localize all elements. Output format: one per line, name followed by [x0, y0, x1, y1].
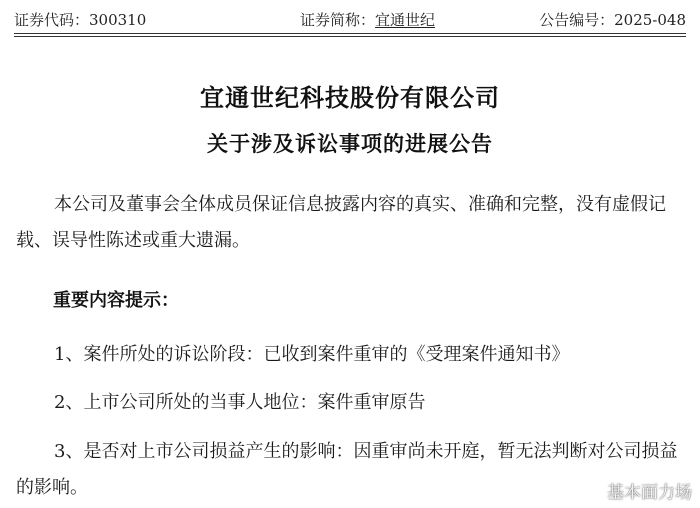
company-title: 宜通世纪科技股份有限公司 — [200, 83, 500, 112]
security-code: 证券代码：300310 — [14, 11, 147, 29]
section-heading: 重要内容提示： — [53, 290, 179, 311]
list-item: 1、案件所处的诉讼阶段：已收到案件重审的《受理案件通知书》 — [54, 344, 570, 365]
header-divider-secondary — [14, 36, 686, 37]
security-abbreviation-label: 证券简称： — [300, 11, 376, 29]
security-abbreviation — [300, 9, 435, 31]
announcement-title: 关于涉及诉讼事项的进展公告 — [207, 131, 493, 156]
security-abbreviation-name: 宜通世纪 — [375, 11, 436, 29]
watermark — [583, 478, 692, 502]
list-item: 2、上市公司所处的当事人地位：案件重审原告 — [54, 392, 426, 413]
list-item: 3、是否对上市公司损益产生的影响：因重审尚未开庭，暂无法判断对公司损益的影响。 — [16, 441, 678, 498]
weibo-icon — [583, 480, 603, 500]
intro-paragraph: 本公司及董事会全体成员保证信息披露内容的真实、准确和完整，没有虚假记载、误导性陈述或重大遗漏。 — [16, 194, 666, 251]
document-header — [14, 9, 686, 31]
watermark-text: 基本面力场 — [607, 482, 692, 503]
header-divider — [14, 33, 686, 34]
notice-number: 公告编号：2025-048 — [539, 11, 686, 29]
